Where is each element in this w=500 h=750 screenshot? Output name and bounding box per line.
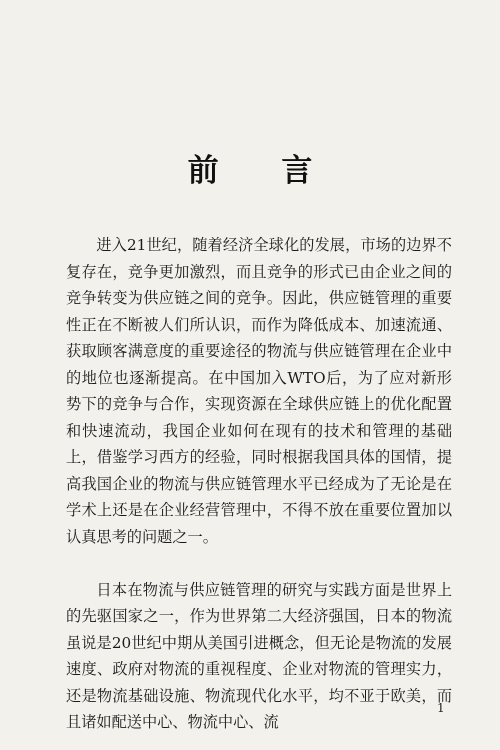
paragraph-1: 进入21世纪，随着经济全球化的发展，市场的边界不复存在，竞争更加激烈，而且竞争的形式已由企业之间的竞争转变为供应链之间的竞争。因此，供应链管理的重要性正在不断被人们所认识，而作为降低成本、加速流通、获取顾客满意度的重要途径的物流与供应链管理在企业中的地位也逐渐提高。在中国加入WTO后，为了应对新形势下的竞争与合作，实现资源在全球供应链上的优化配置和快速流动，我国企业如何在现有的技术和管理的基础上，借鉴学习西方的经验，同时根据我国具体的国情，提高我国企业的物流与供应链管理水平已经成为了无论是在学术上还是在企业经营管理中，不得不放在重要位置加以认真思考的问题之一。: [66, 236, 452, 546]
page-title: 前 言: [187, 153, 339, 189]
paragraph-2: 日本在物流与供应链管理的研究与实践方面是世界上的先驱国家之一，作为世界第二大经济强国，日本的物流虽说是20世纪中期从美国引进概念，但无论是物流的发展速度、政府对物流的重视程度、企业对物流的管理实力，还是物流基础设施、物流现代化水平，均不亚于欧美，而且诸如配送中心、物流中心、流: [66, 580, 452, 731]
page-number: 1: [437, 701, 445, 715]
body-text: [66, 232, 452, 736]
